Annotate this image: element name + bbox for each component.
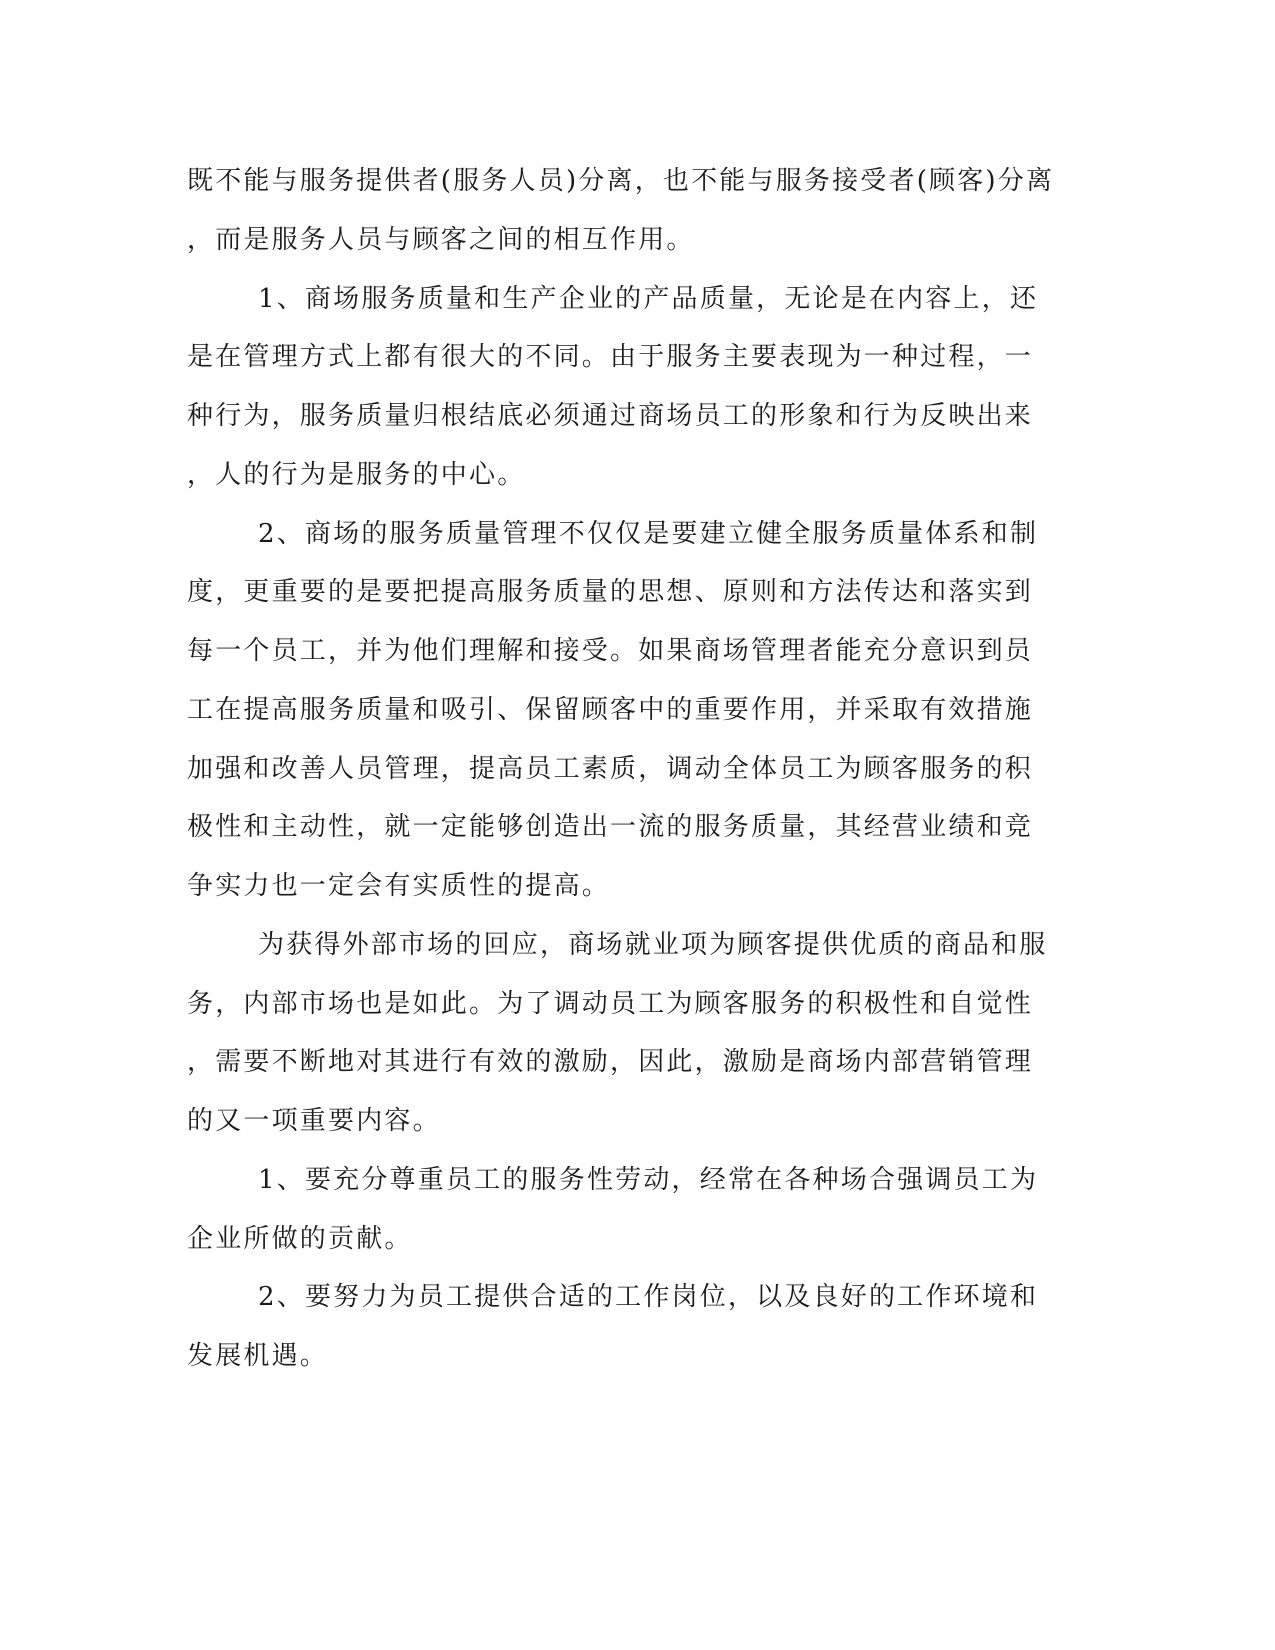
text-line: ，需要不断地对其进行有效的激励，因此，激励是商场内部营销管理 — [187, 1047, 1034, 1077]
text-line: 度，更重要的是要把提高服务质量的思想、原则和方法传达和落实到 — [187, 577, 1034, 607]
text-line: 的又一项重要内容。 — [187, 1106, 441, 1136]
text-line: 发展机遇。 — [187, 1341, 329, 1371]
text-line: ，人的行为是服务的中心。 — [187, 460, 526, 490]
text-line: ，而是服务人员与顾客之间的相互作用。 — [187, 225, 695, 255]
text-line: 1、商场服务质量和生产企业的产品质量，无论是在内容上，还 — [258, 284, 1039, 314]
text-line: 企业所做的贡献。 — [187, 1224, 413, 1254]
text-line: 务，内部市场也是如此。为了调动员工为顾客服务的积极性和自觉性 — [187, 989, 1034, 1019]
text-line: 种行为，服务质量归根结底必须通过商场员工的形象和行为反映出来 — [187, 401, 1034, 431]
text-line: 既不能与服务提供者(服务人员)分离，也不能与服务接受者(顾客)分离 — [187, 166, 1055, 196]
text-line: 每一个员工，并为他们理解和接受。如果商场管理者能充分意识到员 — [187, 636, 1034, 666]
text-line: 为获得外部市场的回应，商场就业项为顾客提供优质的商品和服 — [258, 930, 1048, 960]
text-line: 工在提高服务质量和吸引、保留顾客中的重要作用，并采取有效措施 — [187, 695, 1034, 725]
text-line: 争实力也一定会有实质性的提高。 — [187, 871, 611, 901]
text-line: 1、要充分尊重员工的服务性劳动，经常在各种场合强调员工为 — [258, 1165, 1039, 1195]
text-line: 极性和主动性，就一定能够创造出一流的服务质量，其经营业绩和竞 — [187, 812, 1034, 842]
text-line: 加强和改善人员管理，提高员工素质，调动全体员工为顾客服务的积 — [187, 754, 1034, 784]
text-line: 是在管理方式上都有很大的不同。由于服务主要表现为一种过程，一 — [187, 342, 1034, 372]
text-line: 2、要努力为员工提供合适的工作岗位，以及良好的工作环境和 — [258, 1282, 1039, 1312]
text-line: 2、商场的服务质量管理不仅仅是要建立健全服务质量体系和制 — [258, 519, 1039, 549]
